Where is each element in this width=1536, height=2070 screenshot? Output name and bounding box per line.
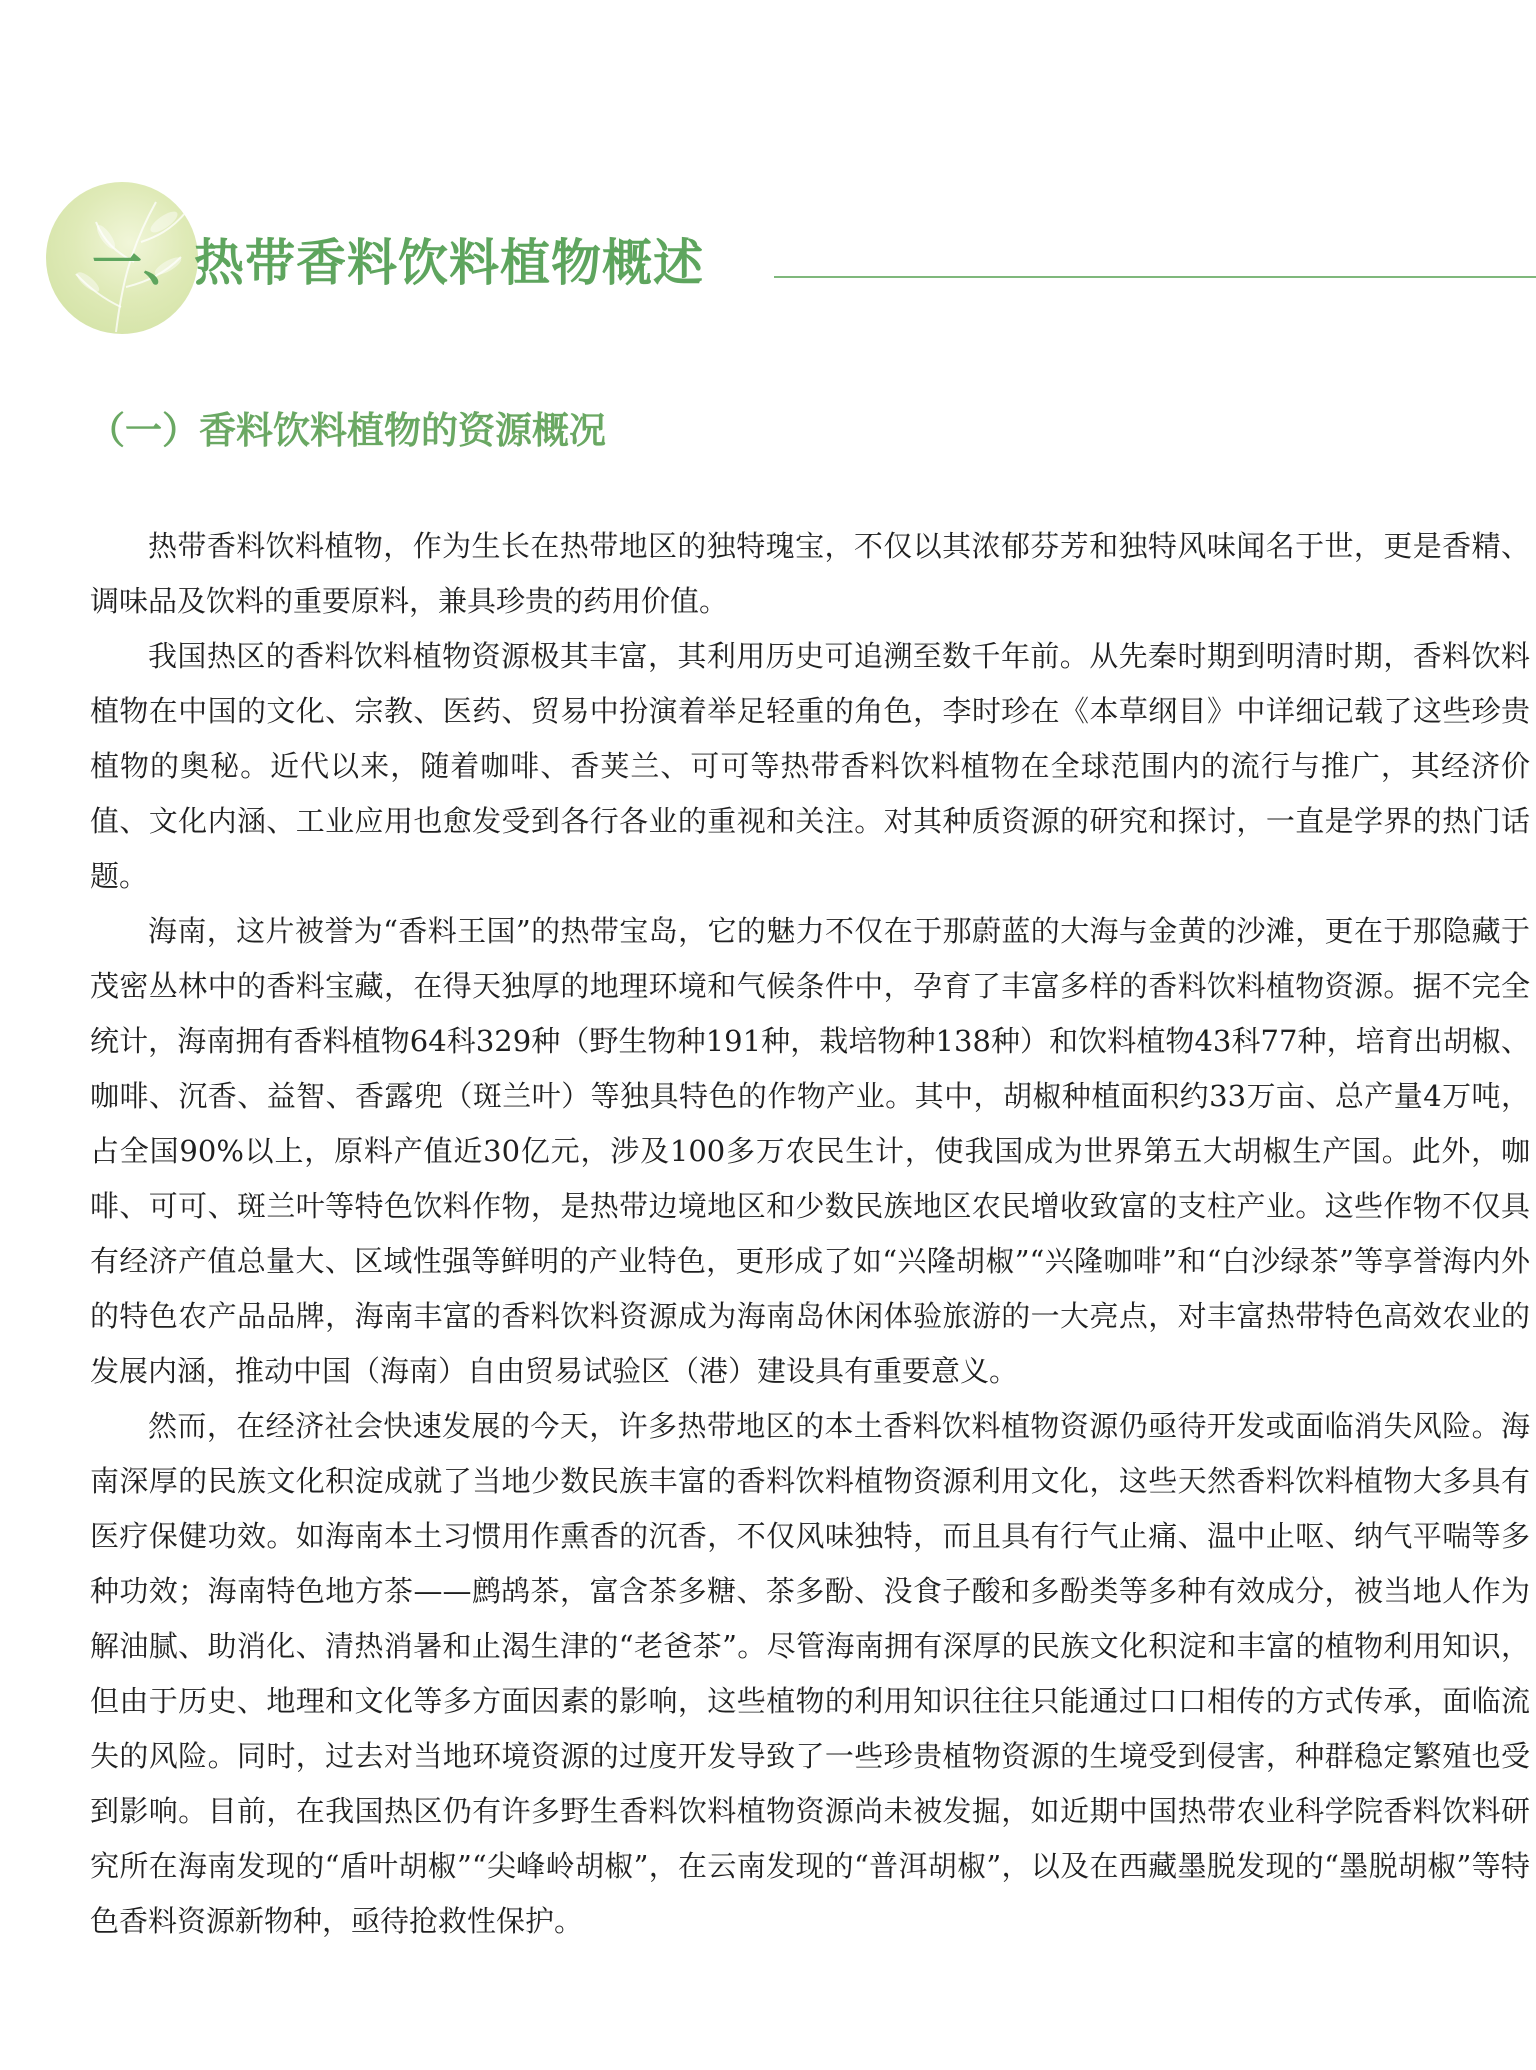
section-title: （一）香料饮料植物的资源概况 [88,409,606,452]
chapter-header [46,182,1536,334]
chapter-title: 一、热带香料饮料植物概述 [92,234,704,292]
paragraph: 然而，在经济社会快速发展的今天，许多热带地区的本土香料饮料植物资源仍亟待开发或面临消失风险。海南深厚的民族文化积淀成就了当地少数民族丰富的香料饮料植物资源利用文化，这些天然香料饮料植物大多具有医疗保健功效。如海南本土习惯用作熏香的沉香，不仅风味独特，而且具有行气止痛、温中止呕、纳气平喘等多种功效；海南特色地方茶——鹧鸪茶，富含茶多糖、茶多酚、没食子酸和多酚类等多种有效成分，被当地人作为解油腻、助消化、清热消暑和止渴生津的“老爸茶”。尽管海南拥有深厚的民族文化积淀和丰富的植物利用知识，但由于历史、地理和文化等多方面因素的影响，这些植物的利用知识往往只能通过口口相传的方式传承，面临流失的风险。同时，过去对当地环境资源的过度开发导致了一些珍贵植物资源的生境受到侵害，种群稳定繁殖也受到影响。目前，在我国热区仍有许多野生香料饮料植物资源尚未被发掘，如近期中国热带农业科学院香料饮料研究所在海南发现的“盾叶胡椒”“尖峰岭胡椒”，在云南发现的“普洱胡椒”，以及在西藏墨脱发现的“墨脱胡椒”等特色香料资源新物种，亟待抢救性保护。 [90,1409,1530,1938]
chapter-divider [774,276,1536,278]
paragraph: 我国热区的香料饮料植物资源极其丰富，其利用历史可追溯至数千年前。从先秦时期到明清时期，香料饮料植物在中国的文化、宗教、医药、贸易中扮演着举足轻重的角色，李时珍在《本草纲目》中详细记载了这些珍贵植物的奥秘。近代以来，随着咖啡、香荚兰、可可等热带香料饮料植物在全球范围内的流行与推广，其经济价值、文化内涵、工业应用也愈发受到各行各业的重视和关注。对其种质资源的研究和探讨，一直是学界的热门话题。 [90,639,1530,893]
body-text [90,519,1530,1949]
paragraph: 海南，这片被誉为“香料王国”的热带宝岛，它的魅力不仅在于那蔚蓝的大海与金黄的沙滩，更在于那隐藏于茂密丛林中的香料宝藏，在得天独厚的地理环境和气候条件中，孕育了丰富多样的香料饮料植物资源。据不完全统计，海南拥有香料植物64科329种（野生物种191种，栽培物种138种）和饮料植物43科77种，培育出胡椒、咖啡、沉香、益智、香露兜（斑兰叶）等独具特色的作物产业。其中，胡椒种植面积约33万亩、总产量4万吨，占全国90%以上，原料产值近30亿元，涉及100多万农民生计，使我国成为世界第五大胡椒生产国。此外，咖啡、可可、斑兰叶等特色饮料作物，是热带边境地区和少数民族地区农民增收致富的支柱产业。这些作物不仅具有经济产值总量大、区域性强等鲜明的产业特色，更形成了如“兴隆胡椒”“兴隆咖啡”和“白沙绿茶”等享誉海内外的特色农产品品牌，海南丰富的香料饮料资源成为海南岛休闲体验旅游的一大亮点，对丰富热带特色高效农业的发展内涵，推动中国（海南）自由贸易试验区（港）建设具有重要意义。 [90,914,1530,1388]
paragraph: 热带香料饮料植物，作为生长在热带地区的独特瑰宝，不仅以其浓郁芬芳和独特风味闻名于世，更是香精、调味品及饮料的重要原料，兼具珍贵的药用价值。 [90,529,1530,618]
